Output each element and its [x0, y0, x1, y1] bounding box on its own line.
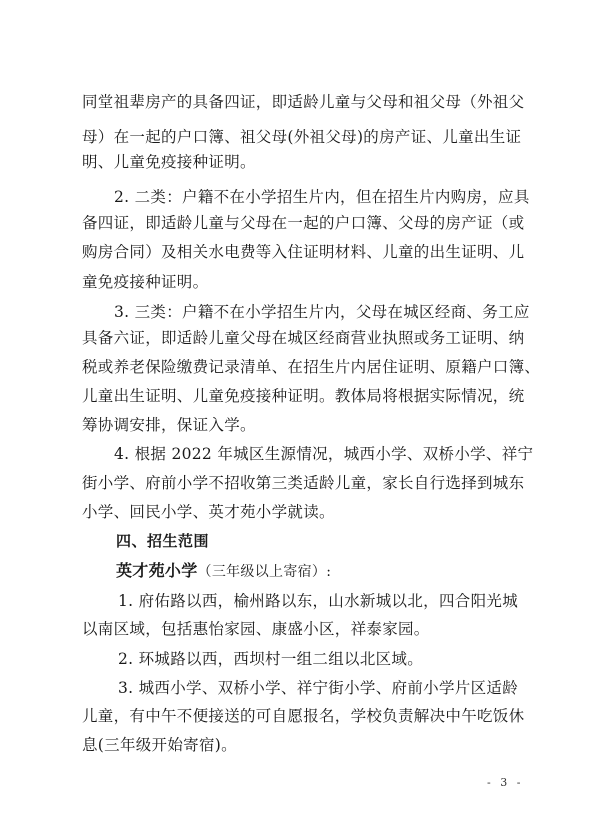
paragraph-line: 备四证，即适龄儿童与父母在一起的户口簿、父母的房产证（或 — [82, 214, 525, 232]
paragraph-line: 童免疫接种证明。 — [82, 273, 209, 291]
paragraph-line: 明、儿童免疫接种证明。 — [82, 153, 256, 171]
paragraph-line: 儿童出生证明、儿童免疫接种证明。教体局将根据实际情况，统 — [82, 387, 525, 405]
paragraph-line: 购房合同）及相关水电费等入住证明材料、儿童的出生证明、儿 — [82, 243, 525, 261]
paragraph-line: 2. 二类：户籍不在小学招生片内，但在招生片内购房，应具 — [114, 188, 530, 206]
paragraph-line: 儿童，有中午不便接送的可自愿报名，学校负责解决中午吃饭休 — [82, 707, 525, 725]
paragraph-line: 具备六证，即适龄儿童父母在城区经商营业执照或务工证明、纳 — [82, 329, 525, 347]
section-heading: 四、招生范围 — [116, 532, 210, 550]
paragraph-line: 筹协调安排，保证入学。 — [82, 416, 256, 434]
paragraph-line: 1. 府佑路以西，榆州路以东，山水新城以北，四合阳光城 — [118, 592, 518, 610]
paragraph-line: 母）在一起的户口簿、祖父母(外祖父母)的房产证、儿童出生证 — [82, 128, 522, 146]
school-name: 英才苑小学 — [116, 561, 198, 580]
paragraph-line: 街小学、府前小学不招收第三类适龄儿童，家长自行选择到城东 — [82, 474, 525, 492]
paragraph-line: 3. 三类：户籍不在小学招生片内，父母在城区经商、务工应 — [114, 303, 530, 321]
paragraph-line: 息(三年级开始寄宿)。 — [82, 736, 237, 754]
paragraph-line: 税或养老保险缴费记录清单、在招生片内居住证明、原籍户口簿、 — [82, 358, 541, 376]
paragraph-line: 3. 城西小学、双桥小学、祥宁街小学、府前小学片区适龄 — [118, 679, 518, 697]
paragraph-line: 4. 根据 2022 年城区生源情况，城西小学、双桥小学、祥宁 — [114, 445, 534, 463]
paragraph-line: 2. 环城路以西，西坝村一组二组以北区域。 — [118, 650, 424, 668]
page-number: - 3 - — [487, 776, 524, 789]
paragraph-line: 小学、回民小学、英才苑小学就读。 — [82, 503, 335, 521]
paragraph-line: 以南区域，包括惠怡家园、康盛小区，祥泰家园。 — [82, 620, 430, 638]
paragraph-line: 同堂祖辈房产的具备四证，即适龄儿童与父母和祖父母（外祖父 — [82, 93, 525, 111]
school-note: （三年级以上寄宿）: — [197, 564, 332, 580]
school-title — [116, 561, 331, 582]
